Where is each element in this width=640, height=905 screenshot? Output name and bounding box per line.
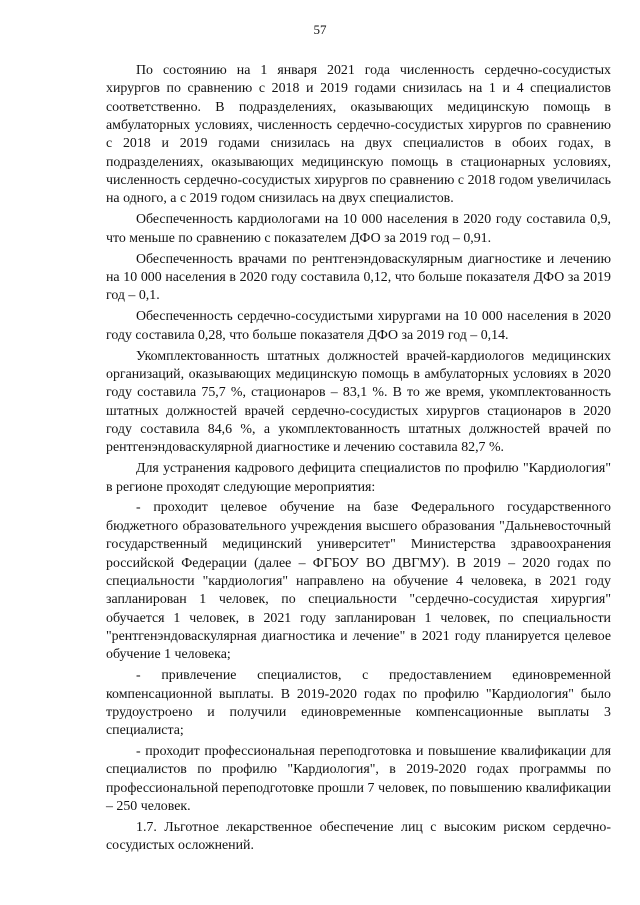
paragraph-surgeons-per-10000: Обеспеченность сердечно-сосудистыми хирургами на 10 000 населения в 2020 году составила 0,28, что больше показателя ДФО за 2019 год – 0,14. — [106, 309, 611, 343]
paragraph-staffing-levels: Укомплектованность штатных должностей врачей-кардиологов медицинских организаций, оказывающих медицинскую помощь в амбулаторных условиях в 2020 году составила 75,7 %, стационаров – 83,1 %. В то же время, укомплектованность штатных должностей врачей сердечно-сосудистых хирургов стационаров в 2020 году составила 84,6 %, а укомплектованность штатных должностей врачей по рентгенэндоваскулярной диагностике и лечению составила 82,7 %. — [106, 348, 611, 456]
list-item-compensation-payments: - привлечение специалистов, с предоставлением единовременной компенсационной выплаты. В 2019-2020 годах по профилю "Кардиология" было трудоустроено и получили единовременные компенсационные выплаты 3 специалиста; — [106, 668, 611, 739]
list-item-professional-retraining: - проходит профессиональная переподготовка и повышение квалификации для специалистов по профилю "Кардиология", в 2019-2020 годах программы по профессиональной переподготовке прошли 7 человек, по повышению квалификации – 250 человек. — [106, 744, 611, 815]
document-body — [106, 62, 611, 858]
paragraph-cardiac-surgeons-count: По состоянию на 1 января 2021 года численность сердечно-сосудистых хирургов по сравнению с 2018 и 2019 годами снизилась на 1 и 4 специалистов соответственно. В подразделениях, оказывающих медицинскую помощь в амбулаторных условиях, численность сердечно-сосудистых хирургов по сравнению с 2018 и 2019 годами снизилась на двух специалистов в обоих годах, в подразделениях, оказывающих медицинскую помощь в стационарных условиях, численность сердечно-сосудистых хирургов по сравнению с 2018 годом увеличилась на одного, а с 2019 годом снизилась на двух специалистов. — [106, 63, 611, 207]
paragraph-measures-intro: Для устранения кадрового дефицита специалистов по профилю "Кардиология" в регионе проходят следующие мероприятия: — [106, 461, 611, 495]
paragraph-cardiologists-per-10000: Обеспеченность кардиологами на 10 000 населения в 2020 году составила 0,9, что меньше по сравнению с показателем ДФО за 2019 год – 0,91. — [106, 212, 611, 246]
page-number: 57 — [313, 22, 327, 37]
list-item-targeted-training: - проходит целевое обучение на базе Федерального государственного бюджетного образовательного учреждения высшего образования "Дальневосточный государственный медицинский университет" Министерства здравоохранения российской Федерации (далее – ФГБОУ ВО ДВГМУ). В 2019 – 2020 годах по специальности "кардиология" направлено на обучение 4 человека, в 2021 году запланирован 1 человек, по специальности "сердечно-сосудистая хирургия" обучается 1 человек, в 2021 году запланирован 1 человек, по специальности "рентгенэндоваскулярная диагностика и лечение" в 2021 году планируется целевое обучение 1 человека; — [106, 500, 611, 663]
paragraph-endovascular-doctors-per-10000: Обеспеченность врачами по рентгенэндоваскулярным диагностике и лечению на 10 000 населения в 2020 году составила 0,12, что больше показателя ДФО за 2019 год – 0,1. — [106, 251, 611, 304]
section-heading-1-7: 1.7. Льготное лекарственное обеспечение лиц с высоким риском сердечно-сосудистых осложнений. — [106, 820, 611, 854]
